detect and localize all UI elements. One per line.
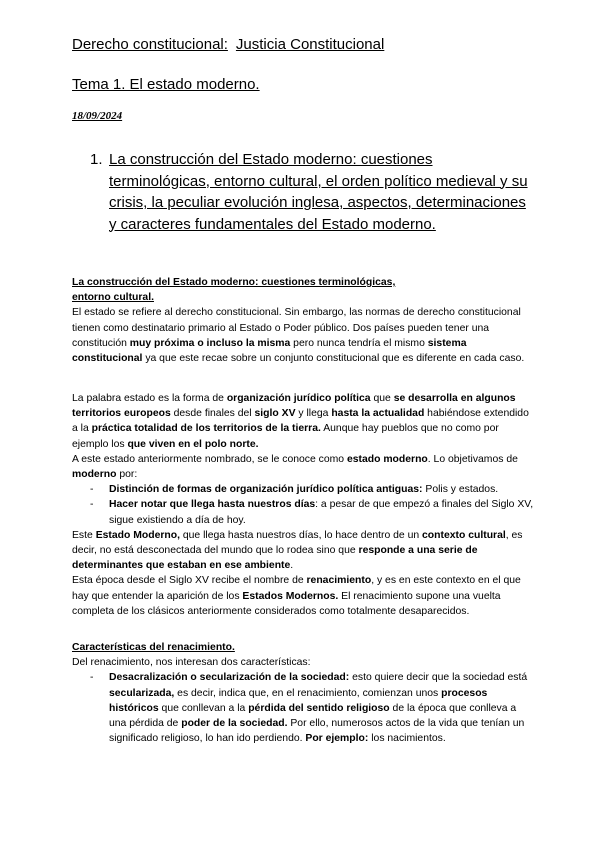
body-block-1 — [72, 275, 534, 366]
bold-run: contexto cultural — [422, 529, 506, 541]
paragraph-3 — [72, 452, 534, 482]
bold-run: Distinción de formas de organización jurídico política antiguas: — [109, 484, 423, 496]
course-title — [72, 36, 384, 53]
text-run: , y es en este contexto en el que hay que entender la aparición de los — [72, 575, 521, 602]
bullet-dash: - — [90, 672, 94, 684]
bold-run: estado moderno — [346, 453, 428, 465]
bullet-dash: - — [90, 499, 94, 511]
text-run: La palabra estado es la forma de — [72, 393, 227, 404]
text-run: Aunque hay pueblos que no como por ejemplo los — [72, 423, 499, 450]
text-run: que llega hasta nuestros días, lo hace dentro de un — [179, 529, 423, 541]
text-run: que conllevan a la — [158, 702, 249, 714]
bold-run: hasta la actualidad — [331, 408, 425, 420]
text-run: es decir, indica que, en el renacimiento, comienzan unos — [174, 687, 442, 699]
text-run: ya que este recae sobre un conjunto constitucional que es diferente en cada caso. — [142, 353, 525, 365]
subheading-renacimiento: Características del renacimiento. — [72, 642, 235, 653]
text-run: los nacimientos. — [368, 733, 446, 745]
course-title-main: Derecho constitucional: — [72, 36, 228, 53]
section-heading — [90, 149, 530, 235]
text-run: A este estado anteriormente nombrado, se le conoce como — [72, 453, 347, 465]
bold-run: Por ejemplo: — [305, 733, 369, 745]
text-run: . — [290, 560, 294, 572]
section-heading-text: La construcción del Estado moderno: cuestiones terminológicas, entorno cultural, el orden político medieval y su crisis, la peculiar evolución inglesa, aspectos, determinaciones y caracteres fundamentales del Estado moderno. — [109, 151, 528, 233]
list-item — [72, 670, 534, 746]
bold-run: Estado Moderno, — [95, 529, 180, 541]
text-run: Esta época desde el Siglo XV recibe el nombre de — [72, 575, 307, 587]
text-run: de la época que conlleva a una pérdida de — [109, 702, 517, 730]
bold-run: que viven en el polo norte. — [127, 438, 259, 450]
text-run: El renacimiento supone una vuelta completa de los clásicos anteriormente considerados como totalmente desaparecidos. — [72, 590, 501, 617]
course-title-sub: Justicia Constitucional — [235, 36, 385, 53]
topic-title: Tema 1. El estado moderno. — [72, 76, 260, 93]
text-run: , es decir, no está desconectada del mundo que lo rodea sino que — [72, 529, 523, 557]
text-run: . Lo objetivamos de — [427, 453, 518, 465]
bold-run: secularizada, — [109, 687, 175, 699]
subheading-line-2: entorno cultural. — [72, 292, 154, 304]
text-run: : a pesar de que empezó a finales del Siglo XV, sigue existiendo a día de hoy. — [109, 499, 534, 526]
bold-run: pérdida del sentido religioso — [248, 702, 390, 714]
bold-run: práctica totalidad de los territorios de la tierra. — [91, 423, 321, 435]
bold-run: organización jurídico política — [226, 393, 371, 404]
bold-run: muy próxima o incluso la misma — [129, 337, 291, 349]
text-run: habiéndose extendido a la — [72, 408, 529, 435]
paragraph-2 — [72, 391, 534, 452]
bullet-dash: - — [90, 484, 94, 496]
bold-run: Desacralización o secularización de la sociedad: — [109, 672, 350, 684]
bold-run: responde a una serie de determinantes que estaban en ese ambiente — [72, 545, 478, 572]
bold-run: sistema constitucional — [72, 337, 467, 365]
body-block-3 — [72, 640, 534, 746]
document-date: 18/09/2024 — [72, 110, 123, 122]
paragraph-1 — [72, 305, 534, 366]
bold-run: Hacer notar que llega hasta nuestros días — [109, 499, 316, 511]
body-block-2 — [72, 391, 534, 619]
bold-run: siglo XV — [254, 408, 296, 420]
text-run: que — [370, 393, 394, 404]
bold-run: poder de la sociedad. — [181, 718, 288, 730]
subheading-construccion — [72, 275, 534, 305]
paragraph-4 — [72, 528, 534, 574]
renacimiento-intro: Del renacimiento, nos interesan dos características: — [72, 657, 311, 669]
text-run: Polis y estados. — [422, 484, 499, 496]
list-item — [72, 482, 534, 497]
bold-run: procesos históricos — [109, 687, 488, 714]
text-run: Este — [72, 529, 96, 541]
text-run: El estado se refiere al derecho constitucional. Sin embargo, las normas de derecho constitucional tienen como destinatario primario al Estado o Poder público. Dos países pueden tener una constitución — [72, 307, 521, 349]
subheading-line-1: La construcción del Estado moderno: cuestiones terminológicas, — [72, 277, 396, 288]
text-run: por: — [116, 469, 138, 481]
list-item — [72, 497, 534, 527]
paragraph-5 — [72, 573, 534, 619]
bold-run: moderno — [72, 469, 117, 481]
text-run: Por ello, numerosos actos de la vida que tenían un significado religioso, lo han ido perdiendo. — [109, 718, 525, 745]
bold-run: Estados Modernos. — [242, 590, 339, 602]
section-number: 1. — [90, 151, 103, 168]
bold-run: renacimiento — [306, 575, 372, 587]
text-run: esto quiere decir que la sociedad está — [349, 672, 528, 684]
text-run: y llega — [295, 408, 332, 420]
text-run: pero nunca tendría el mismo — [290, 337, 428, 349]
text-run: desde finales del — [170, 408, 255, 420]
bold-run: se desarrolla en algunos territorios europeos — [72, 393, 516, 420]
